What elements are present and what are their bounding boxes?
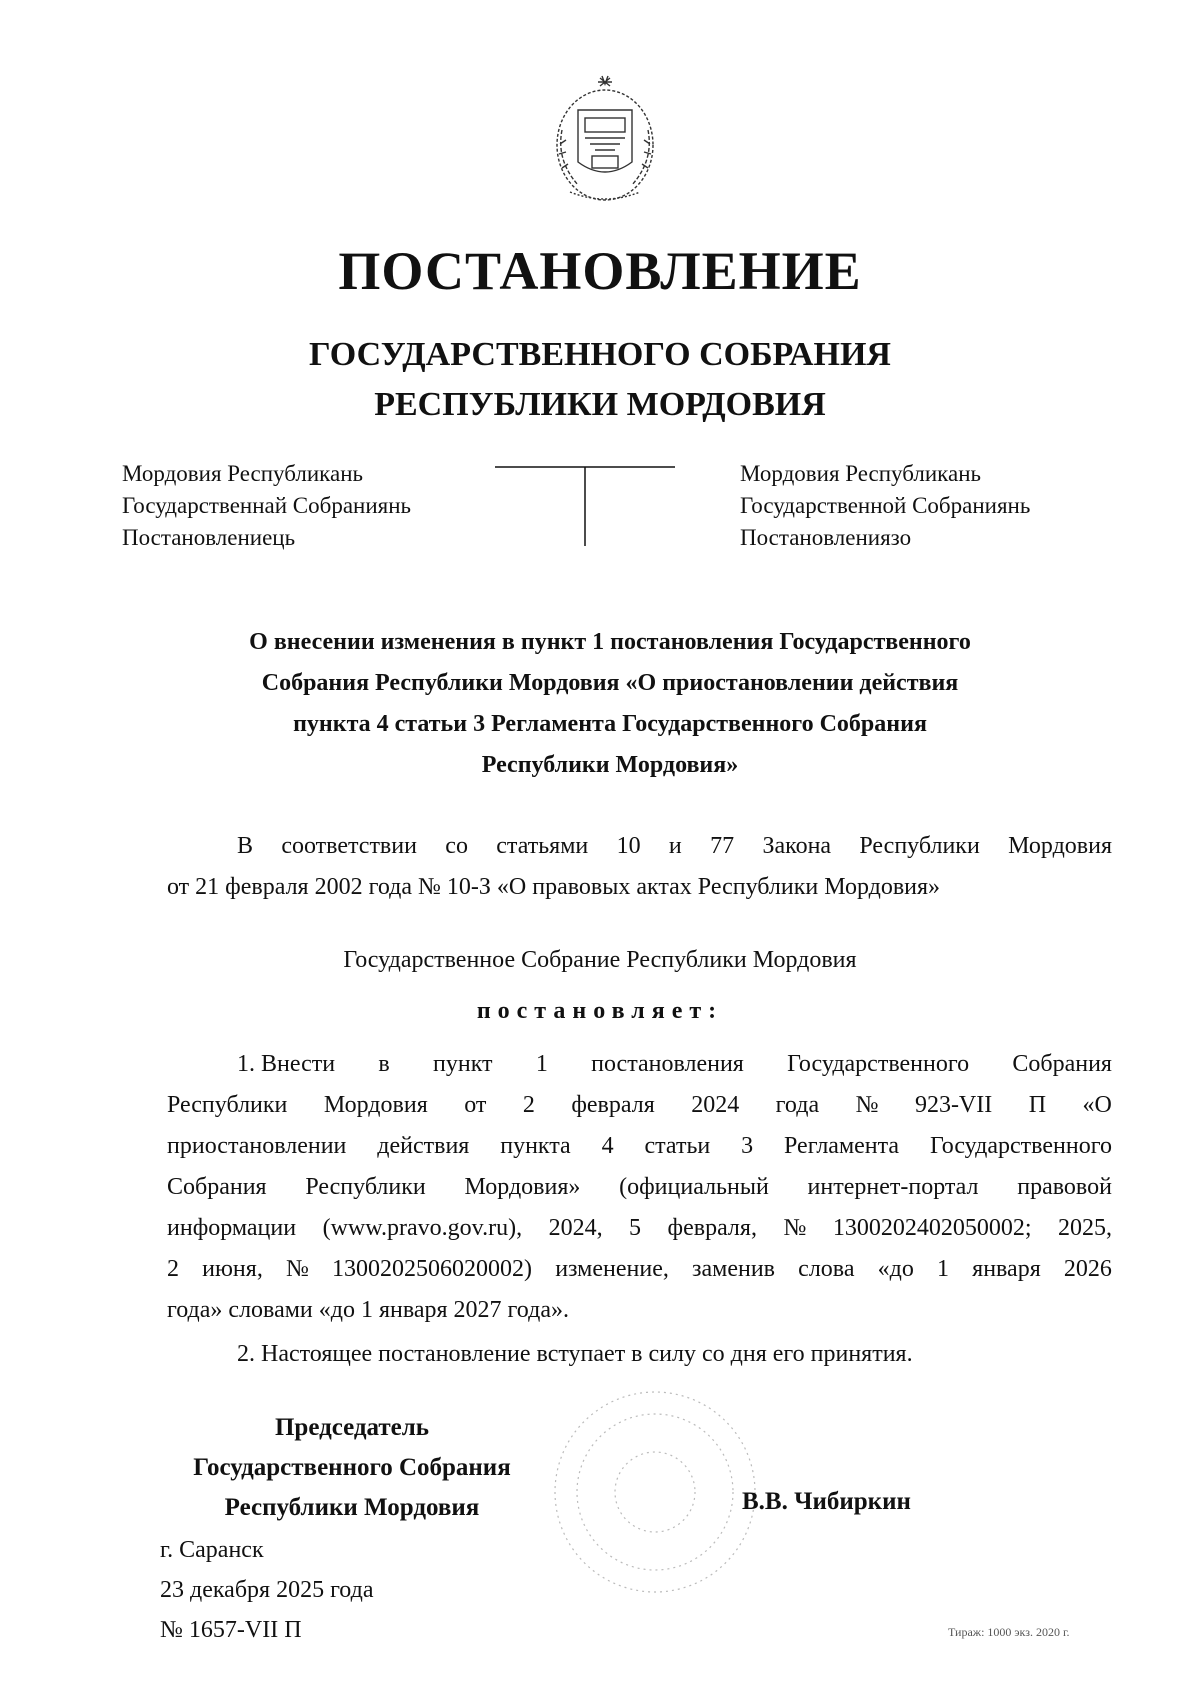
header-divider xyxy=(495,466,675,546)
word: «до xyxy=(877,1256,914,1282)
word: Мордовия» xyxy=(464,1174,581,1200)
city: г. Саранск xyxy=(160,1537,264,1563)
subject-line: Республики Мордовия» xyxy=(481,752,739,778)
word: июня, xyxy=(202,1256,263,1282)
document-number: № 1657-VII П xyxy=(160,1617,302,1643)
subtitle-line: РЕСПУБЛИКИ МОРДОВИЯ xyxy=(374,386,826,423)
word: 1 xyxy=(937,1256,949,1282)
item-line xyxy=(167,1167,1112,1208)
word: 5 xyxy=(629,1215,642,1241)
paragraph-line: В соответствии со статьями 10 и 77 Закона Республики Мордовия xyxy=(237,833,1112,859)
word: № xyxy=(855,1092,879,1118)
document-subject xyxy=(170,622,1050,786)
word: 2026 xyxy=(1063,1256,1112,1282)
resolution-item-1 xyxy=(167,1044,1112,1331)
coat-of-arms-emblem xyxy=(540,70,670,210)
adoption-date: 23 декабря 2025 года xyxy=(160,1577,374,1603)
word: 2024 xyxy=(691,1092,740,1118)
word: февраля xyxy=(571,1092,655,1118)
word: 923-VII xyxy=(914,1092,993,1118)
word: пункта xyxy=(500,1133,571,1159)
item-line-words xyxy=(167,1085,1112,1126)
official-seal-stamp xyxy=(545,1380,765,1605)
word: (официальный xyxy=(619,1174,769,1200)
item-line xyxy=(167,1208,1112,1249)
word: 1. Внести xyxy=(237,1051,336,1077)
subtitle-line: ГОСУДАРСТВЕННОГО СОБРАНИЯ xyxy=(309,336,891,373)
word: 4 xyxy=(601,1133,614,1159)
word: постановления xyxy=(591,1051,744,1077)
word: Республики xyxy=(167,1092,288,1118)
word: января xyxy=(972,1256,1041,1282)
word: интернет-портал xyxy=(807,1174,979,1200)
subject-line: Собрания Республики Мордовия «О приостановлении действия xyxy=(261,670,959,696)
right-language-header xyxy=(740,458,1030,554)
word: Государственного xyxy=(929,1133,1112,1159)
word: 2 xyxy=(167,1256,179,1282)
document-subtitle xyxy=(0,330,1200,430)
word: Собрания xyxy=(167,1174,267,1200)
header-line: Государственной Собраниянь xyxy=(740,493,1031,518)
word: Республики xyxy=(305,1174,426,1200)
header-line: Постановлениязо xyxy=(740,525,912,550)
legal-basis-paragraph xyxy=(167,826,1112,908)
document-title: ПОСТАНОВЛЕНИЕ xyxy=(338,241,862,301)
print-run-info: Тираж: 1000 экз. 2020 г. xyxy=(948,1625,1070,1639)
word: Собрания xyxy=(1012,1051,1112,1077)
place-date-number xyxy=(160,1530,373,1650)
resolves-heading: постановляет: xyxy=(476,998,724,1024)
word: информации xyxy=(167,1215,297,1241)
signatory-title-line: Республики Мордовия xyxy=(224,1494,480,1521)
word: 3 xyxy=(741,1133,754,1159)
word: действия xyxy=(377,1133,470,1159)
header-line: Мордовия Республикань xyxy=(740,461,982,486)
word: № xyxy=(285,1256,309,1282)
item-line xyxy=(167,1126,1112,1167)
word: заменив xyxy=(692,1256,776,1282)
word: в xyxy=(378,1051,390,1077)
word: приостановлении xyxy=(167,1133,347,1159)
item-line xyxy=(167,1249,1112,1290)
word: 1 xyxy=(535,1051,548,1077)
paragraph-line: от 21 февраля 2002 года № 10-З «О правовых актах Республики Мордовия» xyxy=(167,874,941,900)
word: 1300202402050002; xyxy=(832,1215,1032,1241)
word: года xyxy=(775,1092,820,1118)
word: Мордовия xyxy=(323,1092,428,1118)
subject-line: О внесении изменения в пункт 1 постановления Государственного xyxy=(249,629,971,655)
resolution-item-2: 2. Настоящее постановление вступает в силу со дня его принятия. xyxy=(237,1341,913,1367)
word: П xyxy=(1028,1092,1047,1118)
issuing-body: Государственное Собрание Республики Мордовия xyxy=(343,947,857,973)
word: правовой xyxy=(1017,1174,1112,1200)
word: 2025, xyxy=(1057,1215,1112,1241)
signatory-title-line: Государственного Собрания xyxy=(193,1454,511,1481)
signatory-title xyxy=(167,1408,537,1528)
word: № xyxy=(783,1215,807,1241)
header-line: Постановлениець xyxy=(122,525,296,550)
signatory-title-line: Председатель xyxy=(274,1414,430,1441)
word: изменение, xyxy=(555,1256,669,1282)
item-line: года» словами «до 1 января 2027 года». xyxy=(167,1297,569,1323)
word: «О xyxy=(1082,1092,1112,1118)
word: от xyxy=(464,1092,487,1118)
word: статьи xyxy=(644,1133,711,1159)
word: (www.pravo.gov.ru), xyxy=(322,1215,523,1241)
word: 2024, xyxy=(548,1215,603,1241)
signatory-name: В.В. Чибиркин xyxy=(742,1488,911,1515)
word: Государственного xyxy=(787,1051,970,1077)
word: слова xyxy=(798,1256,855,1282)
left-language-header xyxy=(122,458,411,554)
subject-line: пункта 4 статьи 3 Регламента Государственного Собрания xyxy=(293,711,927,737)
word: Регламента xyxy=(784,1133,900,1159)
word: февраля, xyxy=(667,1215,757,1241)
header-line: Мордовия Республикань xyxy=(122,461,364,486)
word: 1300202506020002) xyxy=(332,1256,533,1282)
header-line: Государственнай Собраниянь xyxy=(122,493,412,518)
item-line-words xyxy=(167,1044,1112,1085)
word: пункт xyxy=(433,1051,493,1077)
word: 2 xyxy=(522,1092,535,1118)
